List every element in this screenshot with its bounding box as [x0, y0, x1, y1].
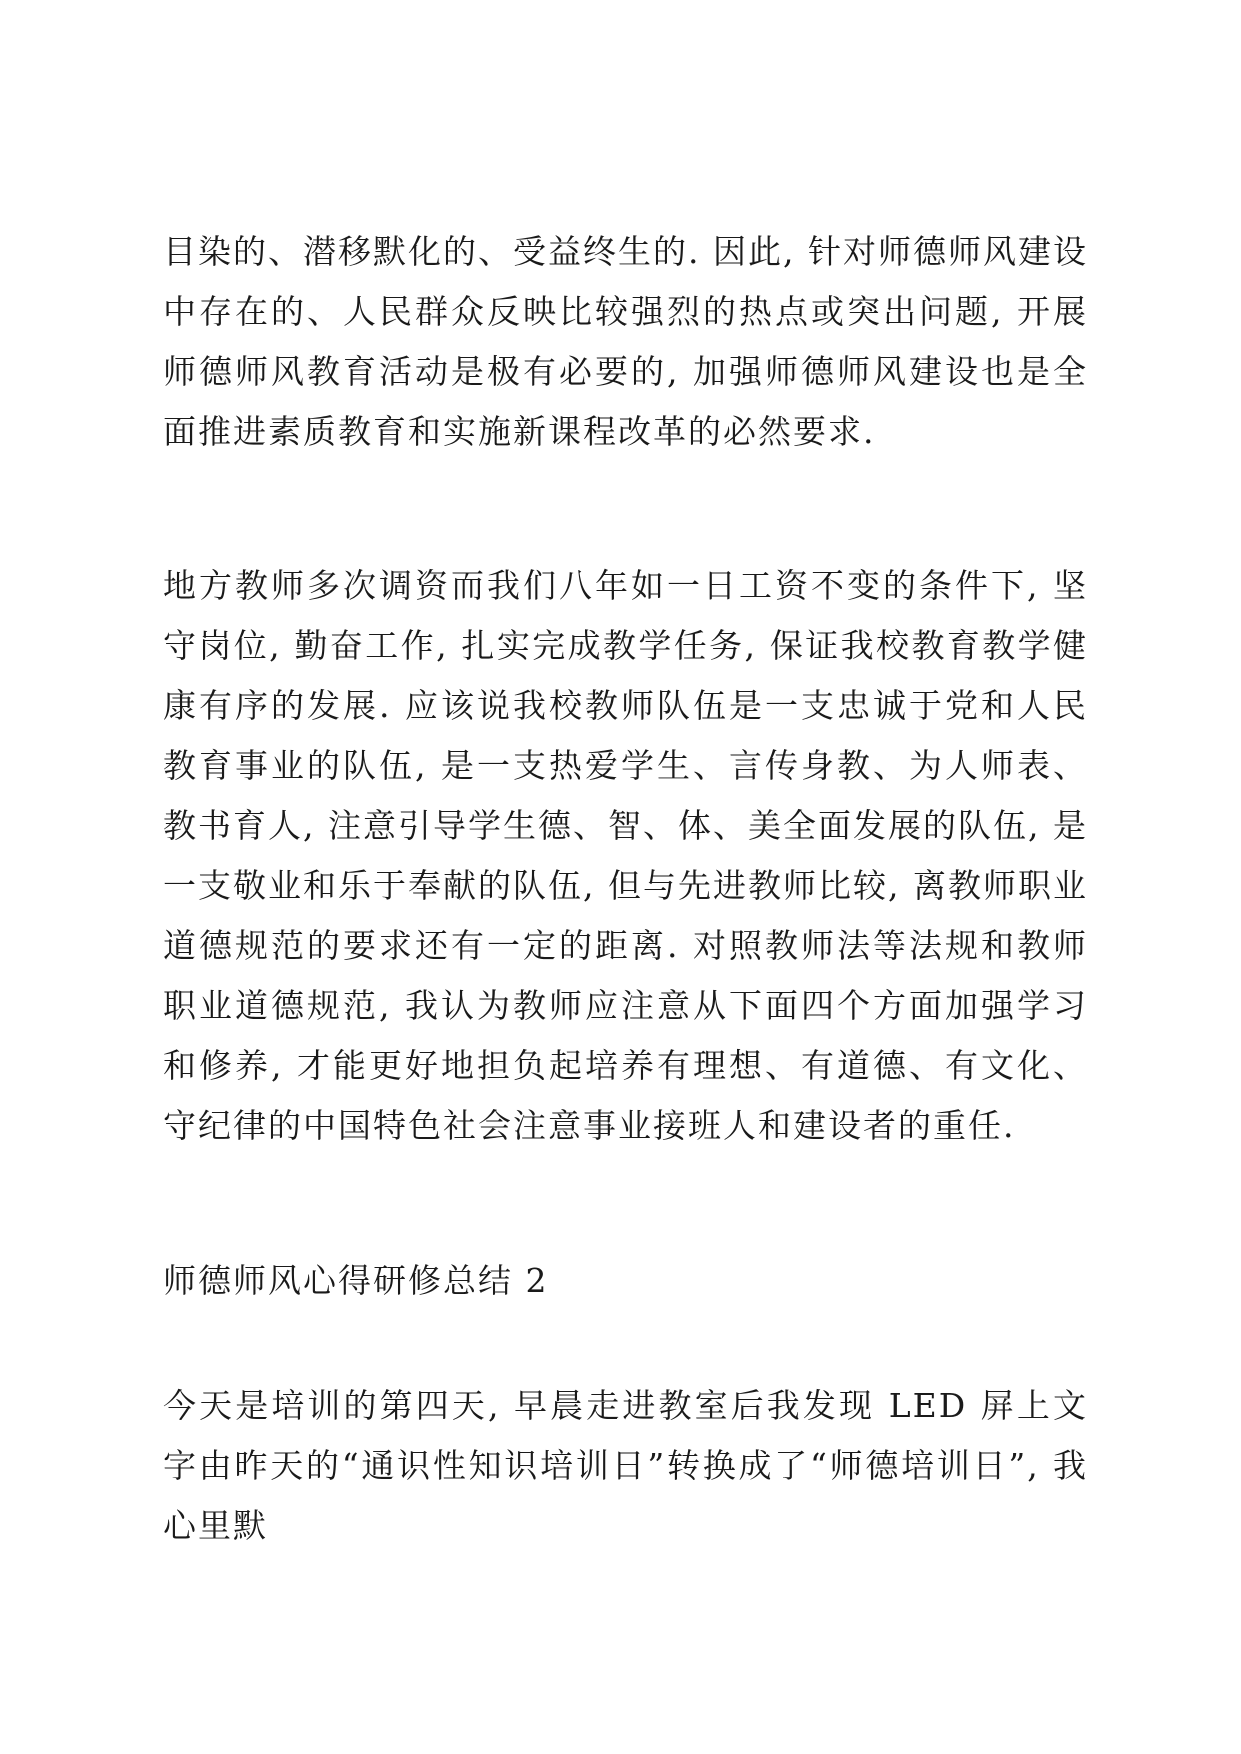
paragraph-3: 今天是培训的第四天, 早晨走进教室后我发现 LED 屏上文字由昨天的“通识性知识培训日”转换成了“师德培训日”, 我心里默	[163, 1386, 1088, 1545]
paragraph-1: 目染的、潜移默化的、受益终生的. 因此, 针对师德师风建设中存在的、人民群众反映比较强烈的热点或突出问题, 开展师德师风教育活动是极有必要的, 加强师德师风建设也是全面推进素质教育和实施新课程改革的必然要求.	[163, 232, 1088, 451]
paragraph-2: 地方教师多次调资而我们八年如一日工资不变的条件下, 坚守岗位, 勤奋工作, 扎实完成教学任务, 保证我校教育教学健康有序的发展. 应该说我校教师队伍是一支忠诚于党和人民教育事业的队伍, 是一支热爱学生、言传身教、为人师表、教书育人, 注意引导学生德、智、体、美全面发展的队伍, 是一支敬业和乐于奉献的队伍, 但与先进教师比较, 离教师职业道德规范的要求还有一定的距离. 对照教师法等法规和教师职业道德规范, 我认为教师应注意从下面四个方面加强学习和修养, 才能更好地担负起培养有理想、有道德、有文化、守纪律的中国特色社会注意事业接班人和建设者的重任.	[163, 566, 1088, 1145]
section-heading: 师德师风心得研修总结 2	[163, 1261, 549, 1300]
